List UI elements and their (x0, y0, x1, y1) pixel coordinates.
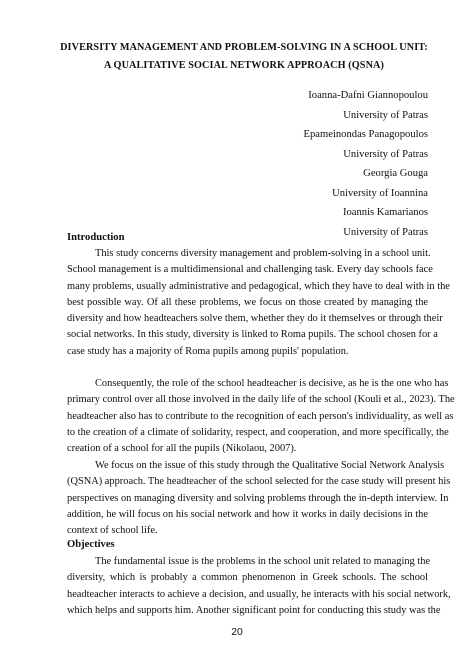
text-line: diversity, which is probably a common phenomenon in Greek schools. The school (67, 572, 428, 584)
text-line: case study has a majority of Roma pupils among pupils' population. (67, 345, 349, 357)
paper-title-line-1: DIVERSITY MANAGEMENT AND PROBLEM-SOLVING IN A SCHOOL UNIT: (60, 42, 428, 53)
section-heading-introduction: Introduction (67, 232, 125, 243)
author-affiliation: University of Ioannina (332, 187, 428, 199)
author-affiliation: University of Patras (343, 109, 428, 121)
text-line: diversity and how headteachers solve them, whether they do it themselves or through their (67, 313, 443, 325)
objectives-paragraph-1 (67, 554, 451, 619)
text-line: We focus on the issue of this study through the Qualitative Social Network Analysis (95, 460, 445, 471)
introduction-paragraph-1 (67, 246, 450, 360)
author-list (304, 86, 428, 242)
text-line: which helps and supports him. Another significant point for conducting this study was the (67, 604, 441, 616)
author-affiliation: University of Patras (343, 226, 428, 238)
text-line: addition, he will focus on his social network and how it works in daily decisions in the (67, 508, 428, 520)
author-name: Georgia Gouga (363, 168, 428, 179)
author-name: Ioanna-Dafni Giannopoulou (308, 90, 428, 101)
text-line: best possible way. Of all these problems, we focus on those created by managing the (67, 296, 428, 308)
text-line: social networks. In this study, diversity is linked to Roma pupils. The school chosen for a (67, 329, 438, 341)
text-line: headteacher also has to contribute to the recognition of each person's individuality, as well as (67, 410, 454, 422)
text-line: perspectives on managing diversity and solving problems through the in-depth interview. In (67, 492, 449, 504)
introduction-paragraph-2 (67, 376, 455, 457)
text-line: primary control over all those involved in the daily life of the school (Kouli et al., 2023). The (67, 394, 455, 406)
text-line: (QSNA) approach. The headteacher of the school selected for the case study will present his (67, 476, 451, 488)
text-line: The fundamental issue is the problems in the school unit related to managing the (95, 556, 431, 567)
text-line: This study concerns diversity management and problem-solving in a school unit. (95, 248, 431, 259)
text-line: creation of a school for all the pupils (Nikolaou, 2007). (67, 443, 297, 455)
text-line: to the creation of a climate of solidarity, respect, and cooperation, and more specifically, the (67, 426, 449, 438)
text-line: many problems, usually administrative and pedagogical, which they have to deal with in the (67, 280, 450, 292)
introduction-paragraph-3 (67, 458, 451, 539)
section-heading-objectives: Objectives (67, 539, 115, 550)
author-name: Ioannis Kamarianos (342, 207, 428, 218)
text-line: Consequently, the role of the school headteacher is decisive, as he is the one who has (95, 378, 449, 389)
author-affiliation: University of Patras (343, 148, 428, 160)
author-name: Epameinondas Panagopoulos (303, 129, 428, 140)
text-line: School management is a multidimensional and challenging task. Every day schools face (67, 264, 433, 276)
paper-title-line-2: A QUALITATIVE SOCIAL NETWORK APPROACH (QSNA) (104, 60, 384, 71)
text-line: headteacher interacts to achieve a decision, and usually, he interacts with his social network, (67, 588, 451, 600)
page-number: 20 (231, 627, 243, 638)
text-line: context of school life. (67, 525, 158, 537)
